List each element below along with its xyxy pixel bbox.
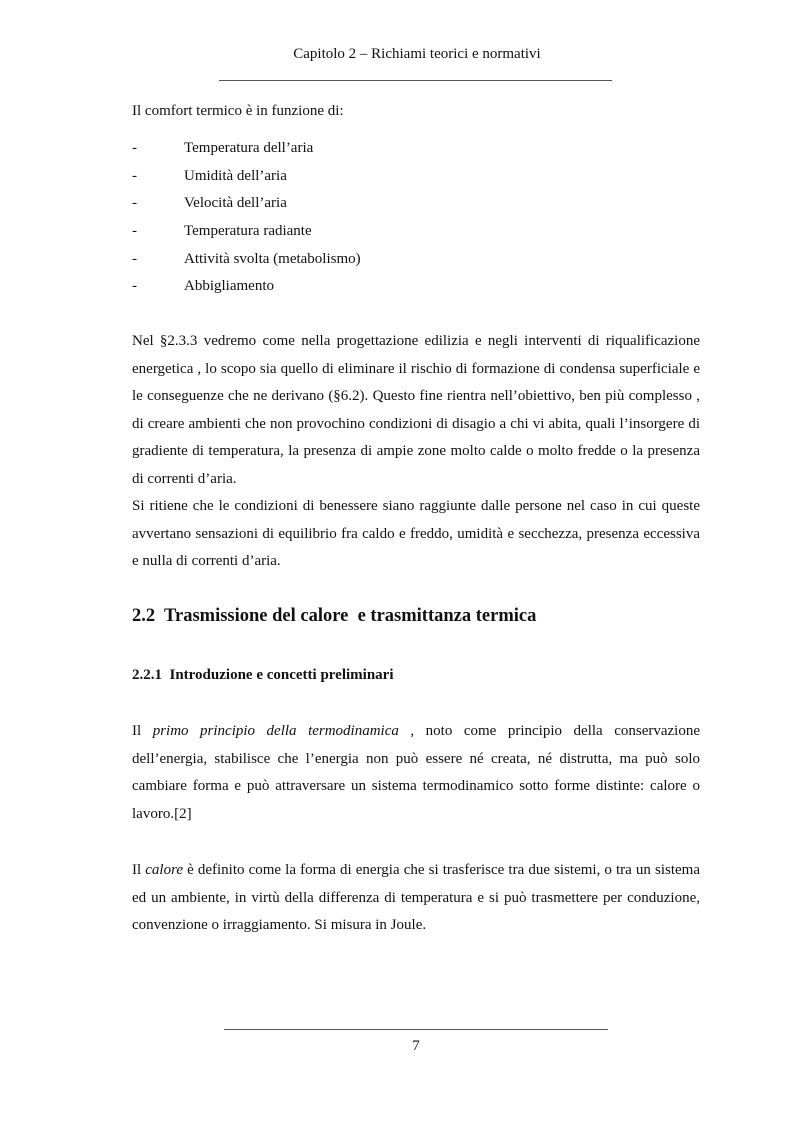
subsection-number: 2.2.1 bbox=[132, 667, 162, 683]
text-run: è definito come la forma di energia che si trasferisce tra due sistemi, o tra un sistema ed un ambiente, in virtù della differenza di temperatura e si può trasmettere per conduzione, convenzione o irraggiamento. Si misura in Joule. bbox=[132, 862, 700, 933]
list-item-text: Temperatura dell’aria bbox=[184, 140, 314, 156]
list-item-text: Temperatura radiante bbox=[184, 223, 312, 240]
italic-term: primo principio della termodinamica bbox=[152, 723, 399, 739]
list-dash: - bbox=[132, 140, 137, 156]
text-run: , noto come principio della conservazione dell’energia, stabilisce che l’energia non può essere né creata, né distrutta, ma può solo cambiare forma e può attraversare un sistema termodinamico sotto forme distinte: calore o lavoro.[2] bbox=[132, 723, 700, 822]
text-run: Il bbox=[132, 862, 146, 878]
italic-term: calore bbox=[145, 862, 184, 878]
chapter-title: Capitolo 2 – Richiami teorici e normativi bbox=[293, 46, 541, 62]
subsection-title: Introduzione e concetti preliminari bbox=[169, 667, 394, 683]
list-dash: - bbox=[132, 250, 137, 267]
section-title: Trasmissione del calore e trasmittanza termica bbox=[164, 606, 537, 626]
running-header bbox=[0, 46, 794, 63]
paragraph-text: Nel §2.3.3 vedremo come nella progettazione edilizia e negli interventi di riqualificazione energetica , lo scopo sia quello di eliminare il rischio di formazione di condensa superficiale e le conseguenze che ne derivano (§6.2). Questo fine rientra nell’obiettivo, ben più complesso , di creare ambienti che non provochino condizioni di disagio a chi vi abita, quali l’insorgere di gradiente di temperatura, la presenza di ampie zone molto calde o molto fredde o la presenza di correnti d’aria. bbox=[132, 333, 700, 487]
list-dash: - bbox=[132, 195, 137, 212]
list-dash: - bbox=[132, 223, 137, 240]
comfort-factors-list bbox=[132, 135, 700, 301]
header-rule bbox=[219, 80, 612, 81]
paragraph-text bbox=[132, 718, 700, 828]
paragraph-text bbox=[132, 857, 700, 940]
list-item bbox=[132, 246, 700, 274]
paragraph-heat bbox=[132, 857, 700, 940]
list-item-text: Velocità dell’aria bbox=[184, 195, 287, 212]
list-item bbox=[132, 190, 700, 218]
section-number: 2.2 bbox=[132, 606, 156, 626]
paragraph-text: Si ritiene che le condizioni di benessere siano raggiunte dalle persone nel caso in cui queste avvertano sensazioni di equilibrio fra caldo e freddo, umidità e secchezza, presenza eccessiva e nulla di correnti d’aria. bbox=[132, 498, 700, 569]
footer-rule bbox=[224, 1029, 608, 1030]
intro-text: Il comfort termico è in funzione di: bbox=[132, 103, 344, 119]
list-item bbox=[132, 218, 700, 246]
list-item-text: Attività svolta (metabolismo) bbox=[184, 250, 361, 267]
section-heading bbox=[132, 606, 536, 627]
subsection-heading bbox=[132, 667, 394, 684]
paragraph-first-law bbox=[132, 718, 700, 828]
list-item-text: Abbigliamento bbox=[184, 278, 274, 295]
list-item bbox=[132, 135, 700, 163]
list-item bbox=[132, 273, 700, 301]
list-dash: - bbox=[132, 278, 137, 295]
page-number bbox=[0, 1038, 794, 1055]
list-dash: - bbox=[132, 167, 137, 184]
page-number-text: 7 bbox=[412, 1038, 420, 1054]
list-item-text: Umidità dell’aria bbox=[184, 167, 287, 184]
text-run: Il bbox=[132, 723, 153, 739]
paragraph-comfort bbox=[132, 328, 700, 576]
list-item bbox=[132, 163, 700, 191]
